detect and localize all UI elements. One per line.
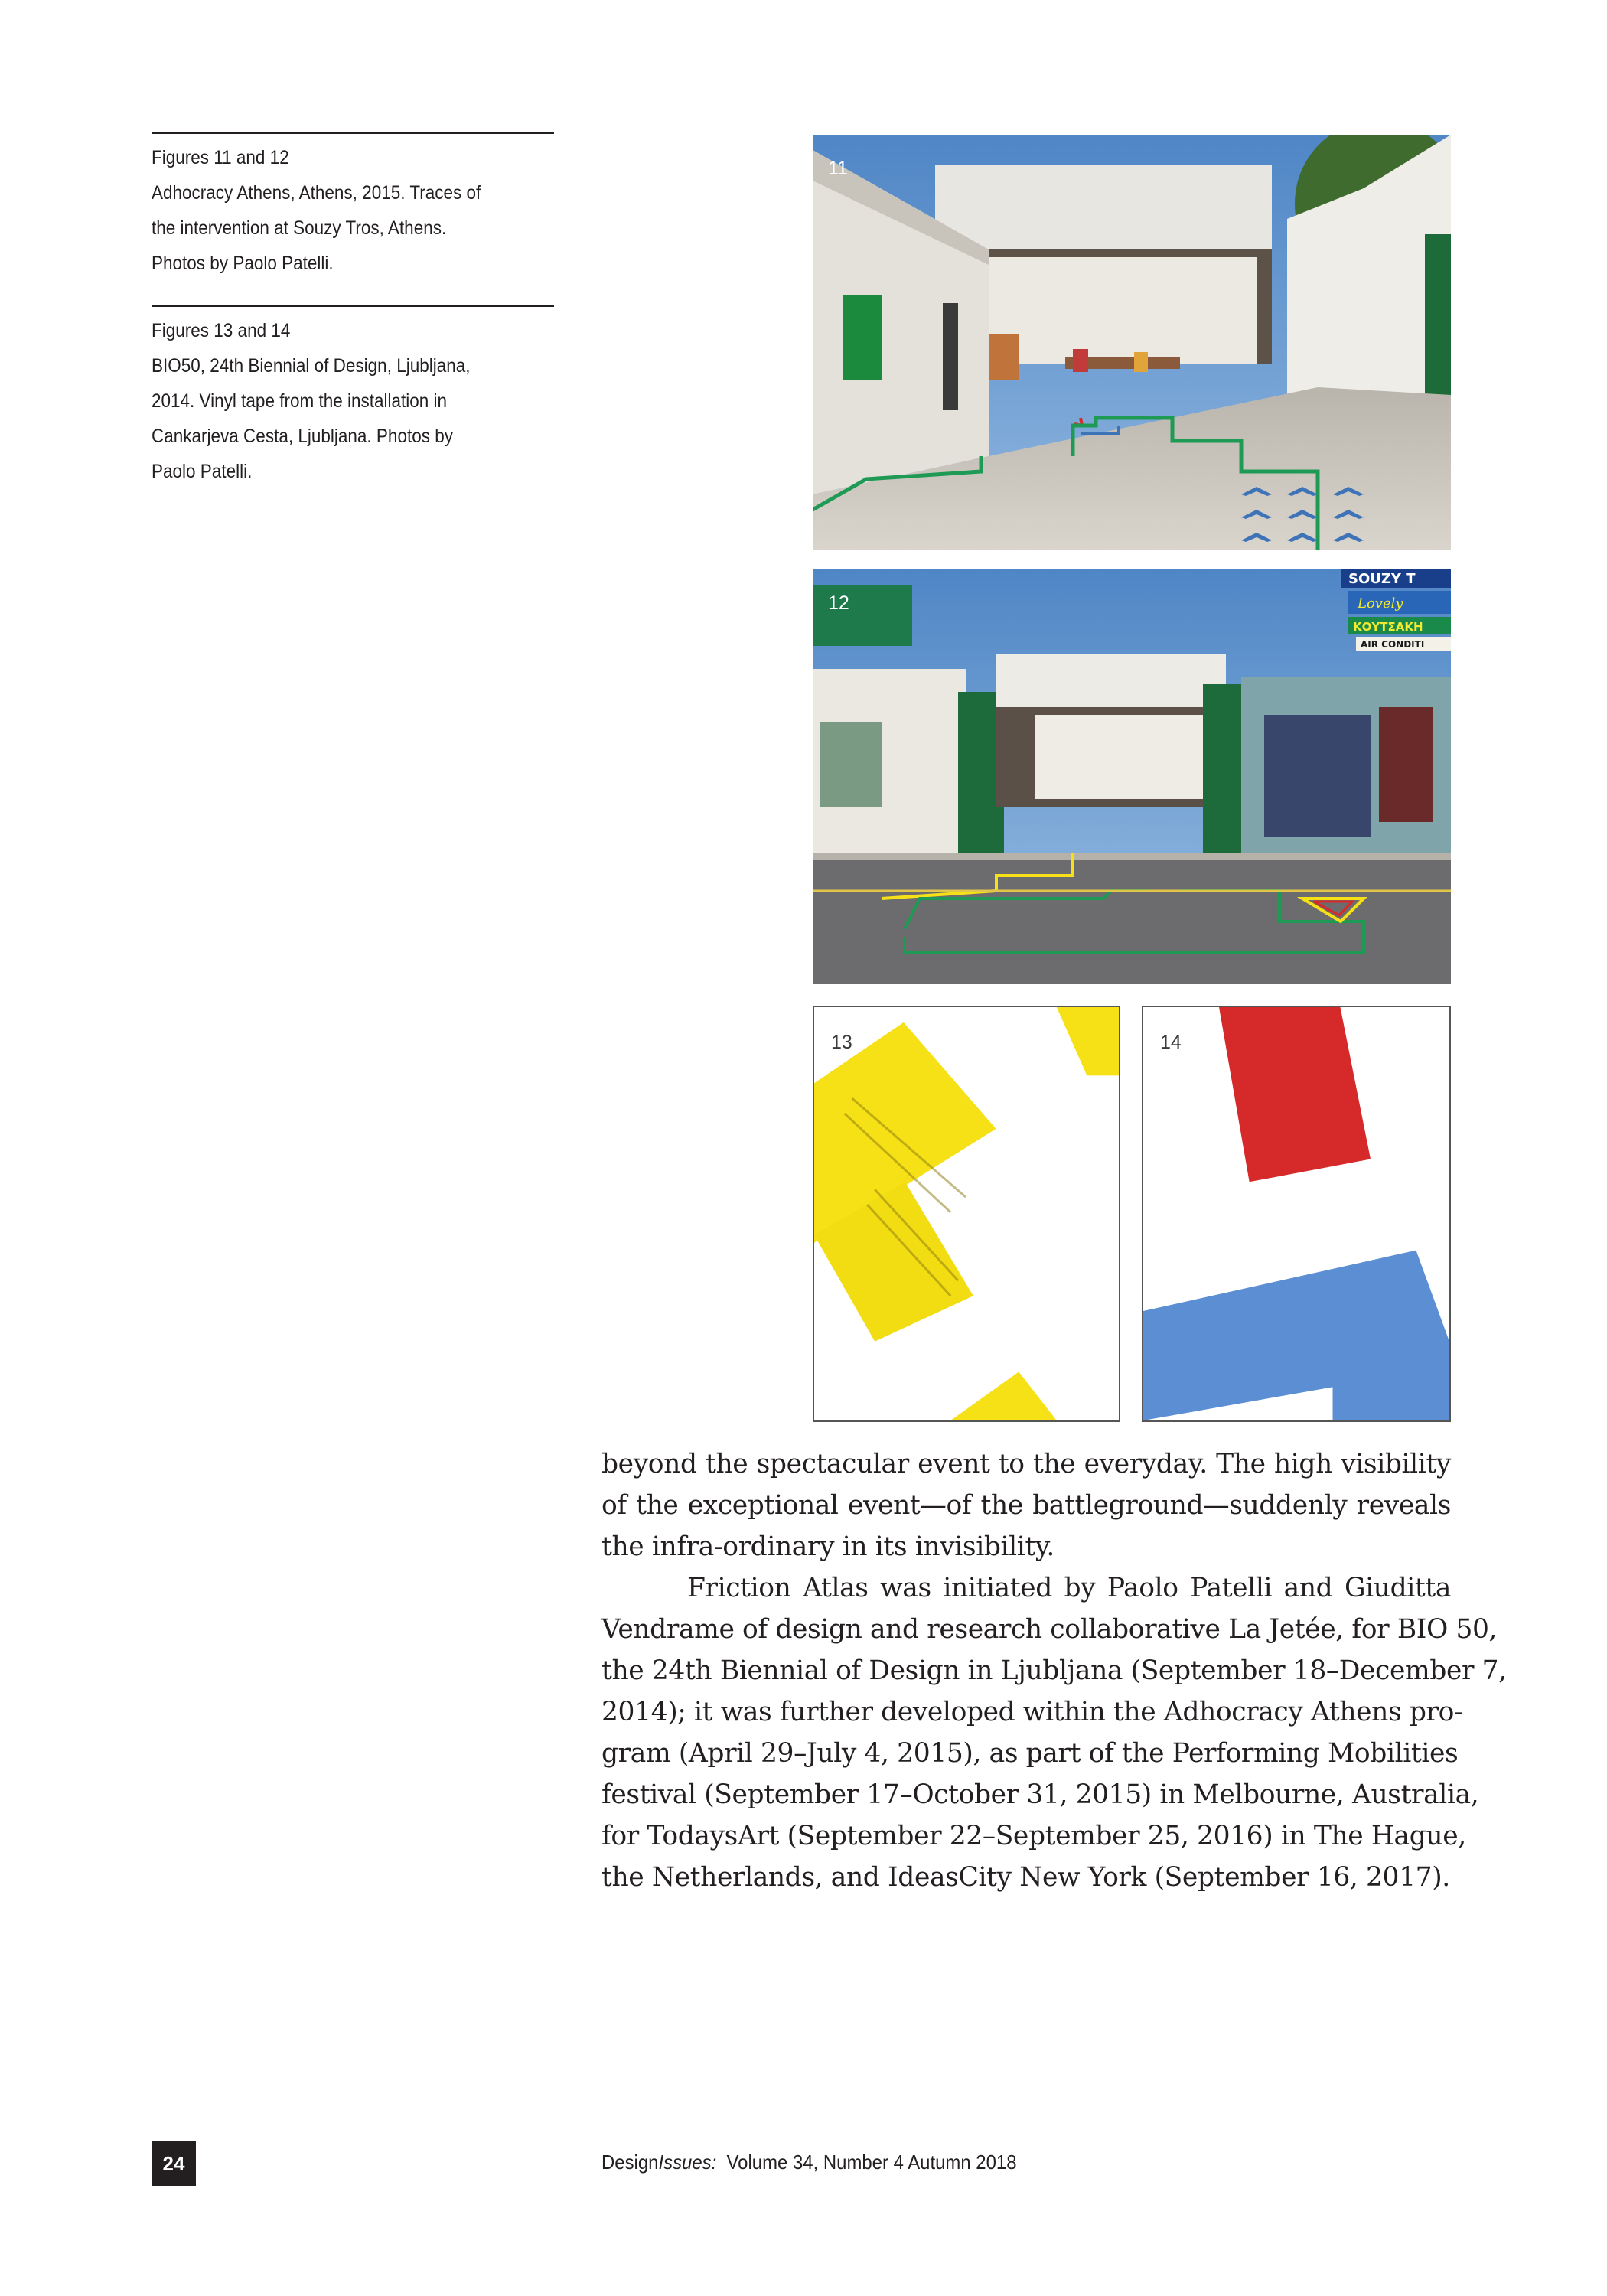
caption-figures-13-14 [152, 305, 554, 489]
shop-sign-text: ΚΟΥΤΣΑΚΗ [1353, 620, 1423, 634]
caption-line: Figures 11 and 12 [152, 147, 289, 168]
red-blue-vinyl-tape-illustration [1143, 1007, 1449, 1420]
street-photo-illustration [813, 569, 1451, 984]
caption-line: 2014. Vinyl tape from the installation in [152, 390, 448, 412]
caption-text [152, 140, 551, 281]
caption-line: the intervention at Souzy Tros, Athens. [152, 217, 447, 239]
caption-figures-11-12 [152, 132, 554, 281]
caption-rule [152, 132, 554, 134]
body-line: the infra-ordinary in its invisibility. [601, 1531, 1054, 1562]
caption-line: Figures 13 and 14 [152, 320, 291, 341]
body-paragraphs [601, 1443, 1507, 1898]
figure-12-photo [813, 569, 1451, 984]
figure-number: 13 [831, 1032, 852, 1053]
caption-text [152, 313, 551, 489]
caption-line: Adhocracy Athens, Athens, 2015. Traces of [152, 182, 481, 204]
body-line: for TodaysArt (September 22–September 25, 2016) in The Hague, [601, 1821, 1466, 1851]
journal-name-prefix: Design [601, 2151, 659, 2174]
figure-number: 12 [828, 592, 849, 614]
figure-11-photo [813, 135, 1451, 550]
shop-sign-text: AIR CONDITI [1361, 639, 1425, 650]
caption-line: Paolo Patelli. [152, 461, 253, 482]
caption-line: Photos by Paolo Patelli. [152, 253, 334, 274]
journal-name-italic: Issues: [658, 2151, 717, 2174]
body-line: the 24th Biennial of Design in Ljubljana (September 18–December 7, [601, 1655, 1507, 1686]
page-number: 24 [152, 2141, 196, 2186]
figure-14-photo [1142, 1006, 1451, 1422]
caption-line: BIO50, 24th Biennial of Design, Ljubljana, [152, 355, 471, 377]
shop-sign-text: Lovely [1358, 595, 1403, 612]
caption-rule [152, 305, 554, 307]
body-line: the Netherlands, and IdeasCity New York (September 16, 2017). [601, 1862, 1450, 1893]
shop-sign-text: SOUZY T [1348, 571, 1416, 587]
caption-line: Cankarjeva Cesta, Ljubljana. Photos by [152, 426, 453, 447]
figure-13-photo [813, 1006, 1120, 1422]
figure-number: 11 [828, 158, 848, 179]
journal-footer [601, 2151, 1017, 2174]
body-line: Vendrame of design and research collaborative La Jetée, for BIO 50, [601, 1614, 1498, 1645]
yellow-vinyl-tape-illustration [814, 1007, 1119, 1420]
courtyard-photo-illustration [813, 135, 1451, 550]
journal-issue: Volume 34, Number 4 Autumn 2018 [726, 2151, 1017, 2174]
body-line: Friction Atlas was initiated by Paolo Patelli and Giuditta [687, 1573, 1451, 1603]
figure-number: 14 [1160, 1032, 1182, 1053]
body-line: 2014); it was further developed within the Adhocracy Athens pro- [601, 1697, 1463, 1727]
body-line: of the exceptional event—of the battleground—suddenly reveals [601, 1490, 1451, 1521]
body-line: beyond the spectacular event to the everyday. The high visibility [601, 1449, 1451, 1479]
body-line: festival (September 17–October 31, 2015) in Melbourne, Australia, [601, 1779, 1479, 1810]
body-line: gram (April 29–July 4, 2015), as part of the Performing Mobilities [601, 1738, 1459, 1769]
